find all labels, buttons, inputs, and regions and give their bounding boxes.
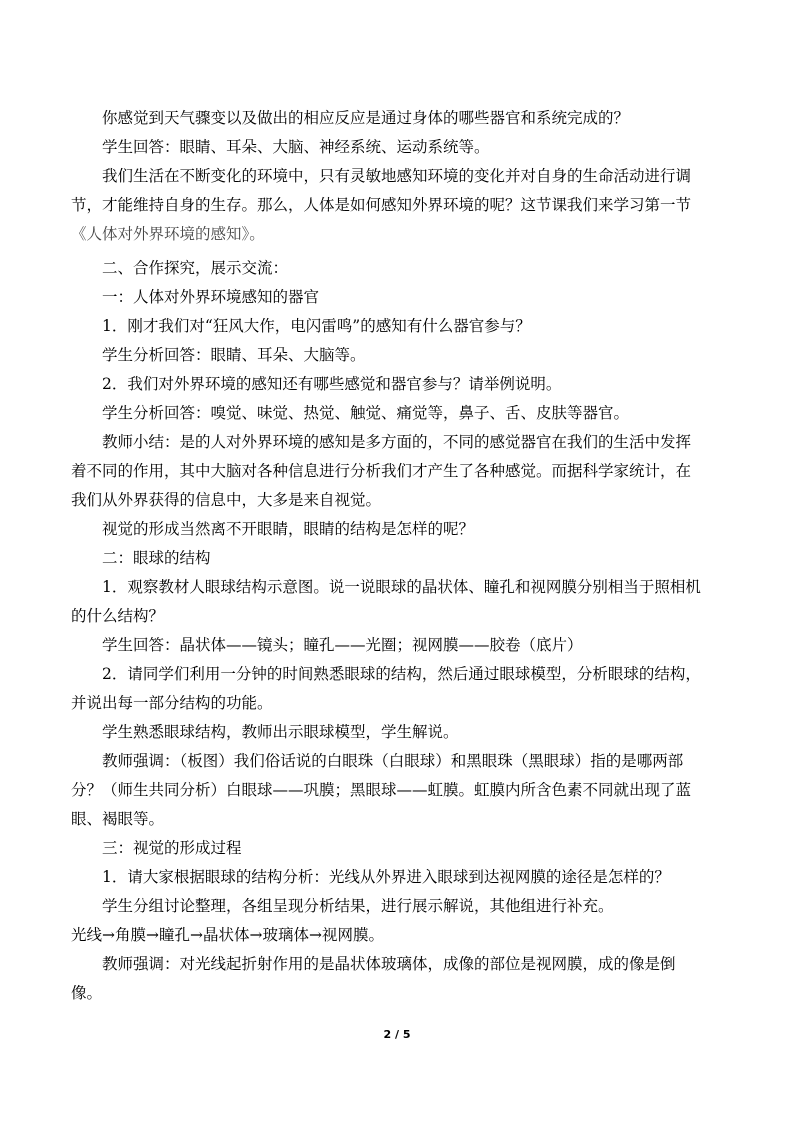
pathway-line: 光线→角膜→瞳孔→晶状体→玻璃体→视网膜。 [71, 926, 384, 944]
paragraph-line: 教师强调：（板图）我们俗话说的白眼珠（白眼球）和黑眼珠（黑眼球）指的是哪两部 [102, 752, 684, 770]
paragraph-line: 眼、褐眼等。 [71, 810, 165, 828]
page-number: 2 / 5 [383, 1028, 411, 1041]
paragraph-line: 你感觉到天气骤变以及做出的相应反应是通过身体的哪些器官和系统完成的？ [102, 109, 630, 127]
paragraph-line: 节，才能维持自身的生存。那么，人体是如何感知外界环境的呢？这节课我们来学习第一节 [71, 196, 692, 214]
paragraph-line: 我们生活在不断变化的环境中，只有灵敏地感知环境的变化并对自身的生命活动进行调 [102, 167, 692, 185]
answer-line: 学生回答：晶状体——镜头；瞳孔——光圈；视网膜——胶卷（底片） [102, 636, 583, 654]
question-line: 1．请大家根据眼球的结构分析：光线从外界进入眼球到达视网膜的途径是怎样的？ [102, 868, 670, 886]
subsection-heading: 一：人体对外界环境感知的器官 [102, 288, 320, 306]
question-line: 2．我们对外界环境的感知还有哪些感觉和器官参与？请举例说明。 [102, 375, 562, 393]
paragraph-line: 学生分组讨论整理，各组呈现分析结果，进行展示解说，其他组进行补充。 [102, 897, 614, 915]
paragraph-line: 教师小结：是的人对外界环境的感知是多方面的，不同的感觉器官在我们的生活中发挥 [102, 433, 692, 451]
question-line: 的什么结构？ [71, 607, 165, 625]
paragraph-line: 着不同的作用，其中大脑对各种信息进行分析我们才产生了各种感觉。而据科学家统计，在 [71, 462, 692, 480]
subsection-heading: 二：眼球的结构 [102, 549, 211, 567]
paragraph-line: 我们从外界获得的信息中，大多是来自视觉。 [71, 491, 382, 509]
paragraph-line: 学生熟悉眼球结构，教师出示眼球模型，学生解说。 [102, 723, 459, 741]
question-line: 1．观察教材人眼球结构示意图。说一说眼球的晶状体、瞳孔和视网膜分别相当于照相机 [102, 578, 701, 596]
subsection-heading: 三：视觉的形成过程 [102, 839, 242, 857]
question-line: 并说出每一部分结构的功能。 [71, 694, 273, 712]
question-line: 2．请同学们利用一分钟的时间熟悉眼球的结构，然后通过眼球模型，分析眼球的结构， [102, 665, 701, 683]
question-line: 1．刚才我们对“狂风大作，电闪雷鸣”的感知有什么器官参与？ [102, 317, 531, 335]
answer-line: 学生分析回答：嗅觉、味觉、热觉、触觉、痛觉等，鼻子、舌、皮肤等器官。 [102, 404, 630, 422]
paragraph-line: 学生回答：眼睛、耳朵、大脑、神经系统、运动系统等。 [102, 138, 490, 156]
paragraph-line: 视觉的形成当然离不开眼睛，眼睛的结构是怎样的呢？ [102, 520, 475, 538]
paragraph-line: 分？（师生共同分析）白眼球——巩膜；黑眼球——虹膜。虹膜内所含色素不同就出现了蓝 [71, 781, 692, 799]
section-heading: 二、合作探究，展示交流： [102, 259, 289, 277]
paragraph-line: 像。 [71, 984, 103, 1002]
lesson-title-ref: 《人体对外界环境的感知》。 [71, 225, 265, 243]
answer-line: 学生分析回答：眼睛、耳朵、大脑等。 [102, 346, 366, 364]
paragraph-line: 教师强调：对光线起折射作用的是晶状体玻璃体，成像的部位是视网膜，成的像是倒 [102, 955, 676, 973]
